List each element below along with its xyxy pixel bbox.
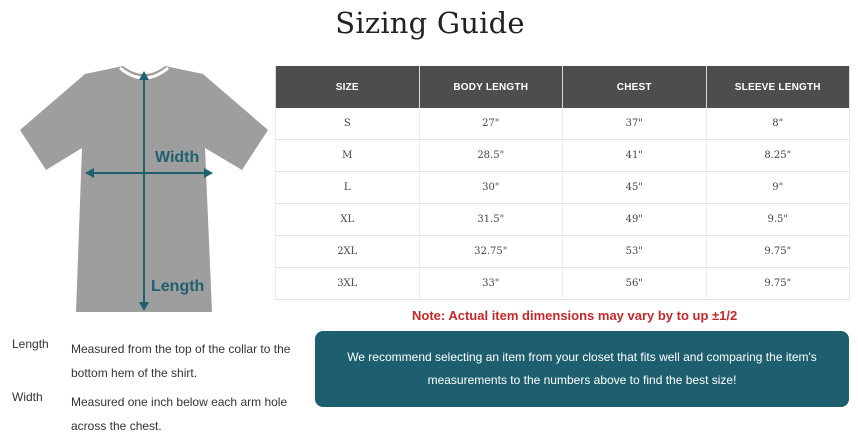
cell-size: M [276, 140, 420, 172]
cell-sleeve-length: 9.75" [706, 268, 850, 300]
definition-length [12, 337, 297, 385]
cell-sleeve-length: 9" [706, 172, 850, 204]
width-label: Width [155, 149, 200, 166]
header-sleeve-length: SLEEVE LENGTH [706, 66, 850, 108]
tshirt-diagram [20, 62, 275, 318]
measurement-definitions [12, 337, 297, 443]
cell-body-length: 32.75" [419, 236, 563, 268]
header-chest: CHEST [563, 66, 707, 108]
cell-size: S [276, 108, 420, 140]
page-title: Sizing Guide [335, 6, 525, 40]
size-table [275, 66, 850, 300]
cell-size: 2XL [276, 236, 420, 268]
cell-chest: 56" [563, 268, 707, 300]
table-row [276, 108, 850, 140]
recommendation-box [315, 331, 849, 407]
cell-body-length: 33" [419, 268, 563, 300]
table-row [276, 204, 850, 236]
cell-chest: 45" [563, 172, 707, 204]
cell-chest: 37" [563, 108, 707, 140]
cell-body-length: 27" [419, 108, 563, 140]
table-row [276, 268, 850, 300]
definition-term: Length [12, 337, 49, 351]
cell-sleeve-length: 9.5" [706, 204, 850, 236]
cell-chest: 53" [563, 236, 707, 268]
header-size: SIZE [276, 66, 420, 108]
cell-sleeve-length: 8" [706, 108, 850, 140]
definition-text: Measured one inch below each arm hole across the chest. [71, 395, 288, 433]
header-body-length: BODY LENGTH [419, 66, 563, 108]
cell-body-length: 28.5" [419, 140, 563, 172]
length-label: Length [151, 278, 205, 295]
cell-chest: 41" [563, 140, 707, 172]
cell-body-length: 31.5" [419, 204, 563, 236]
dimensions-note: Note: Actual item dimensions may vary by to up ±1/2 [412, 308, 738, 323]
table-row [276, 236, 850, 268]
cell-sleeve-length: 9.75" [706, 236, 850, 268]
cell-size: L [276, 172, 420, 204]
cell-body-length: 30" [419, 172, 563, 204]
definition-term: Width [12, 390, 43, 404]
cell-size: XL [276, 204, 420, 236]
table-row [276, 140, 850, 172]
cell-size: 3XL [276, 268, 420, 300]
cell-chest: 49" [563, 204, 707, 236]
definition-text: Measured from the top of the collar to the bottom hem of the shirt. [71, 342, 291, 380]
cell-sleeve-length: 8.25" [706, 140, 850, 172]
table-header-row [276, 66, 850, 108]
recommendation-text: We recommend selecting an item from your closet that fits well and comparing the item's measurements to the numbers above to find the best size! [347, 350, 817, 387]
table-row [276, 172, 850, 204]
definition-width [12, 390, 297, 438]
